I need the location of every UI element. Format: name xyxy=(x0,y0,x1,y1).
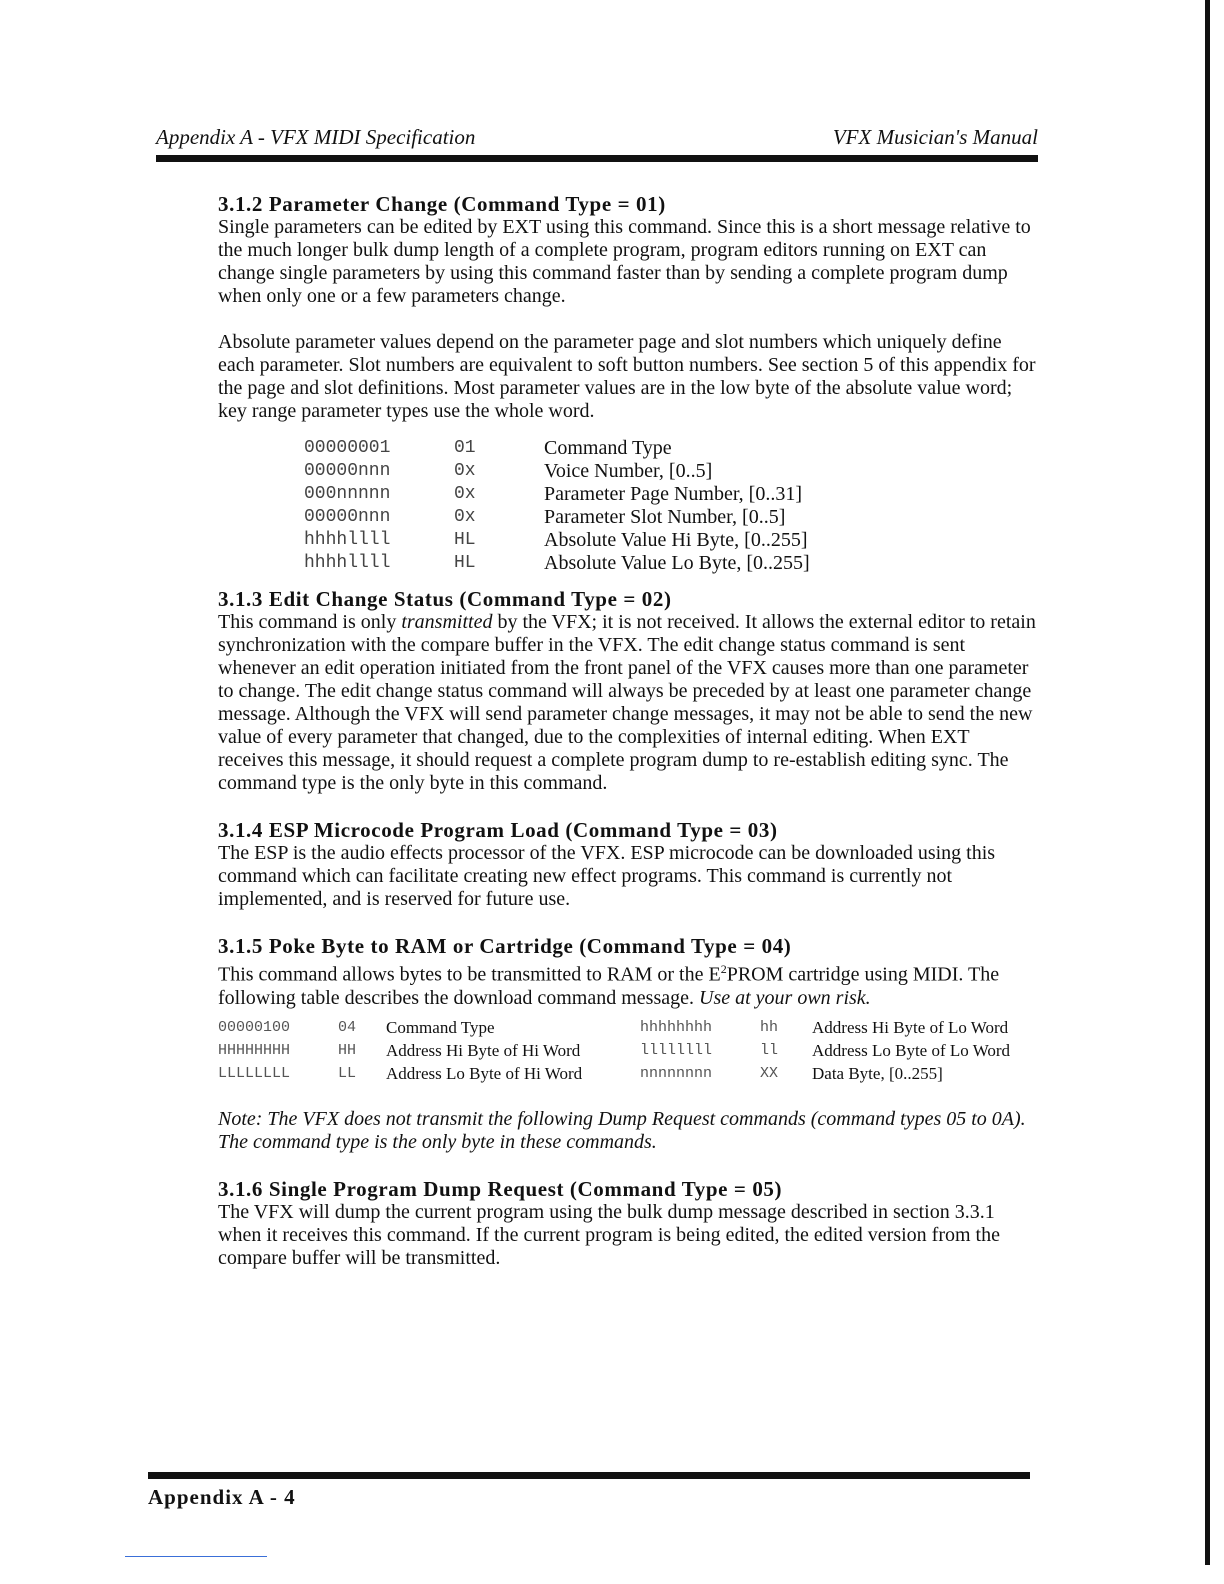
section-3-1-4-heading: 3.1.4 ESP Microcode Program Load (Command Type = 03) xyxy=(218,818,778,842)
table-row xyxy=(304,460,810,483)
bits-cell: hhhhllll xyxy=(304,530,391,550)
table-row xyxy=(304,552,810,575)
bits-cell: nnnnnnnn xyxy=(640,1064,713,1082)
desc-cell: Command Type xyxy=(386,1017,495,1037)
section-3-1-2-heading: 3.1.2 Parameter Change (Command Type = 01) xyxy=(218,192,666,216)
desc-cell: Address Hi Byte of Lo Word xyxy=(812,1017,1009,1037)
code-cell: LL xyxy=(338,1064,357,1082)
text-run: by the VFX; it is not received. It allows the external editor to retain synchronization with the compare buffer in the VFX. The edit change status command is sent whenever an edit operation initiated from the front panel of the VFX causes more than one parameter to change. The edit change status command will always be preceded by at least one parameter change message. Although the VFX will send parameter change messages, it may not be able to send the new value of every parameter that changed, due to the complexities of internal editing. When EXT receives this message, it should request a complete program dump to re-establish editing sync. The command type is the only byte in this command. xyxy=(218,611,1036,794)
desc-cell: Absolute Value Lo Byte, [0..255] xyxy=(544,552,810,574)
bits-cell: 00000nnn xyxy=(304,461,391,481)
table-row xyxy=(218,1039,1010,1062)
bits-cell: 000nnnnn xyxy=(304,484,391,504)
section-3-1-2-paragraph-2: Absolute parameter values depend on the parameter page and slot numbers which uniquely define each parameter. Slot numbers are equivalent to soft button numbers. See section 5 of this appendix for the page and slot definitions. Most parameter values are in the low byte of the absolute value word; key range parameter types use the whole word. xyxy=(218,331,1036,422)
bits-cell: 00000nnn xyxy=(304,507,391,527)
scan-edge-bar xyxy=(1205,0,1210,1565)
desc-cell: Address Lo Byte of Hi Word xyxy=(386,1063,583,1083)
desc-cell: Voice Number, [0..5] xyxy=(544,460,713,482)
page-content xyxy=(218,192,1038,1270)
code-cell: 0x xyxy=(454,507,476,527)
code-cell: ll xyxy=(760,1041,779,1059)
emphasis-text: Use at your own risk. xyxy=(699,986,871,1009)
bits-cell: hhhhhhhh xyxy=(640,1018,713,1036)
dump-request-note: Note: The VFX does not transmit the following Dump Request commands (command types 05 to 0A). The command type is the only byte in these commands. xyxy=(218,1107,1026,1153)
section-3-1-2-paragraph-1: Single parameters can be edited by EXT using this command. Since this is a short message relative to the much longer bulk dump length of a complete program, program editors running on EXT can change single parameters by using this command faster than by sending a complete program dump when only one or a few parameters change. xyxy=(218,216,1031,307)
bits-cell: hhhhllll xyxy=(304,553,391,573)
code-cell: HL xyxy=(454,530,476,550)
code-cell: 0x xyxy=(454,461,476,481)
bits-cell: 00000100 xyxy=(218,1018,291,1036)
table-row xyxy=(304,506,810,529)
bits-cell: llllllll xyxy=(640,1041,713,1059)
table-row xyxy=(218,1062,1010,1085)
scan-artifact-line xyxy=(125,1556,267,1557)
parameter-change-table xyxy=(304,437,810,575)
desc-cell: Parameter Page Number, [0..31] xyxy=(544,483,802,505)
section-3-1-3-heading: 3.1.3 Edit Change Status (Command Type = 02) xyxy=(218,587,672,611)
desc-cell: Address Lo Byte of Lo Word xyxy=(812,1040,1011,1060)
bits-cell: HHHHHHHH xyxy=(218,1041,291,1059)
desc-cell: Data Byte, [0..255] xyxy=(812,1063,943,1083)
table-row xyxy=(218,1016,1010,1039)
text-run: PROM cartridge using MIDI. The following table describes the download command message. xyxy=(218,963,1000,1009)
desc-cell: Address Hi Byte of Hi Word xyxy=(386,1040,581,1060)
section-3-1-5-heading: 3.1.5 Poke Byte to RAM or Cartridge (Command Type = 04) xyxy=(218,934,792,958)
code-cell: 04 xyxy=(338,1018,357,1036)
poke-byte-table xyxy=(218,1016,1010,1085)
header-right: VFX Musician's Manual xyxy=(832,125,1038,149)
section-3-1-6-heading: 3.1.6 Single Program Dump Request (Command Type = 05) xyxy=(218,1176,783,1201)
superscript: 2 xyxy=(720,962,727,976)
page-footer: Appendix A - 4 xyxy=(148,1485,296,1509)
desc-cell: Absolute Value Hi Byte, [0..255] xyxy=(544,529,808,551)
header-rule xyxy=(156,155,1038,162)
table-row xyxy=(304,529,810,552)
text-run: This command is only xyxy=(218,611,402,633)
desc-cell: Command Type xyxy=(544,437,672,459)
text-run: This command allows bytes to be transmitted to RAM or the E xyxy=(218,963,721,986)
desc-cell: Parameter Slot Number, [0..5] xyxy=(544,506,786,528)
section-3-1-6-paragraph: The VFX will dump the current program using the bulk dump message described in section 3.3.1 when it receives this command. If the current program is being edited, the edited version from the compare buffer will be transmitted. xyxy=(218,1200,1000,1269)
emphasis-text: transmitted xyxy=(401,611,493,633)
code-cell: hh xyxy=(760,1018,779,1036)
section-3-1-4-paragraph: The ESP is the audio effects processor of the VFX. ESP microcode can be downloaded using this command which can facilitate creating new effect programs. This command is currently not implemented, and is reserved for future use. xyxy=(218,842,996,910)
code-cell: HH xyxy=(338,1041,357,1059)
code-cell: 0x xyxy=(454,484,476,504)
section-3-1-5-paragraph xyxy=(218,958,1038,1010)
header-left: Appendix A - VFX MIDI Specification xyxy=(156,125,476,149)
section-3-1-3-paragraph xyxy=(218,611,1038,795)
bits-cell: 00000001 xyxy=(304,438,391,458)
footer-rule xyxy=(148,1472,1030,1479)
bits-cell: LLLLLLLL xyxy=(218,1064,291,1082)
code-cell: XX xyxy=(760,1064,779,1082)
table-row xyxy=(304,483,810,506)
table-row xyxy=(304,437,810,460)
code-cell: 01 xyxy=(454,438,476,458)
code-cell: HL xyxy=(454,553,476,573)
